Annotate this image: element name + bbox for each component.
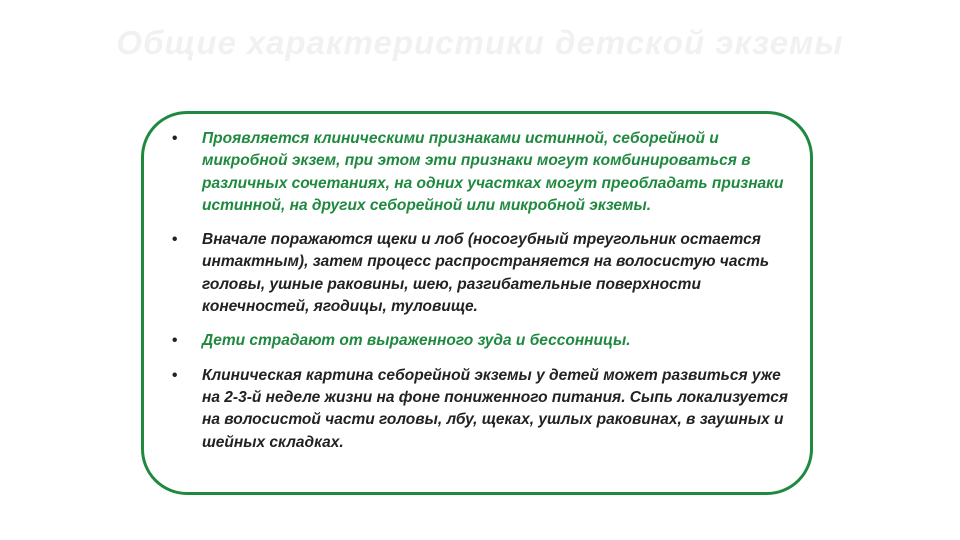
bullet-marker: • [172,231,178,249]
bullet-item-localization [170,229,800,318]
bullet-item-clinical-signs [170,128,800,217]
bullet-text: Проявляется клиническими признаками истинной, себорейной и микробной экзем, при этом эти признаки могут комбинироваться в различных сочетаниях, на одних участках могут преобладать признаки истинной, на других себорейной или микробной экземы. [202,130,784,214]
bullet-text: Дети страдают от выраженного зуда и бессонницы. [202,332,631,350]
bullet-item-itching [170,330,800,352]
bullet-marker: • [172,130,178,147]
bullet-marker: • [172,366,178,384]
slide-title: Общие характеристики детской экземы [116,24,844,61]
bullet-item-seborrheic [170,365,800,454]
bullet-list [170,128,800,466]
bullet-marker: • [172,332,178,350]
bullet-text: Клиническая картина себорейной экземы у детей может развиться уже на 2-3-й неделе жизни на фоне пониженного питания. Сыпь локализуется на волосистой части головы, лбу, щеках, ушлых раковинах, в заушных и шейных складках. [202,366,788,451]
bullet-text: Вначале поражаются щеки и лоб (носогубный треугольник остается интактным), затем процесс распространяется на волосистую часть головы, ушные раковины, шею, разгибательные поверхности конечностей, ягодицы, туловище. [202,231,770,316]
